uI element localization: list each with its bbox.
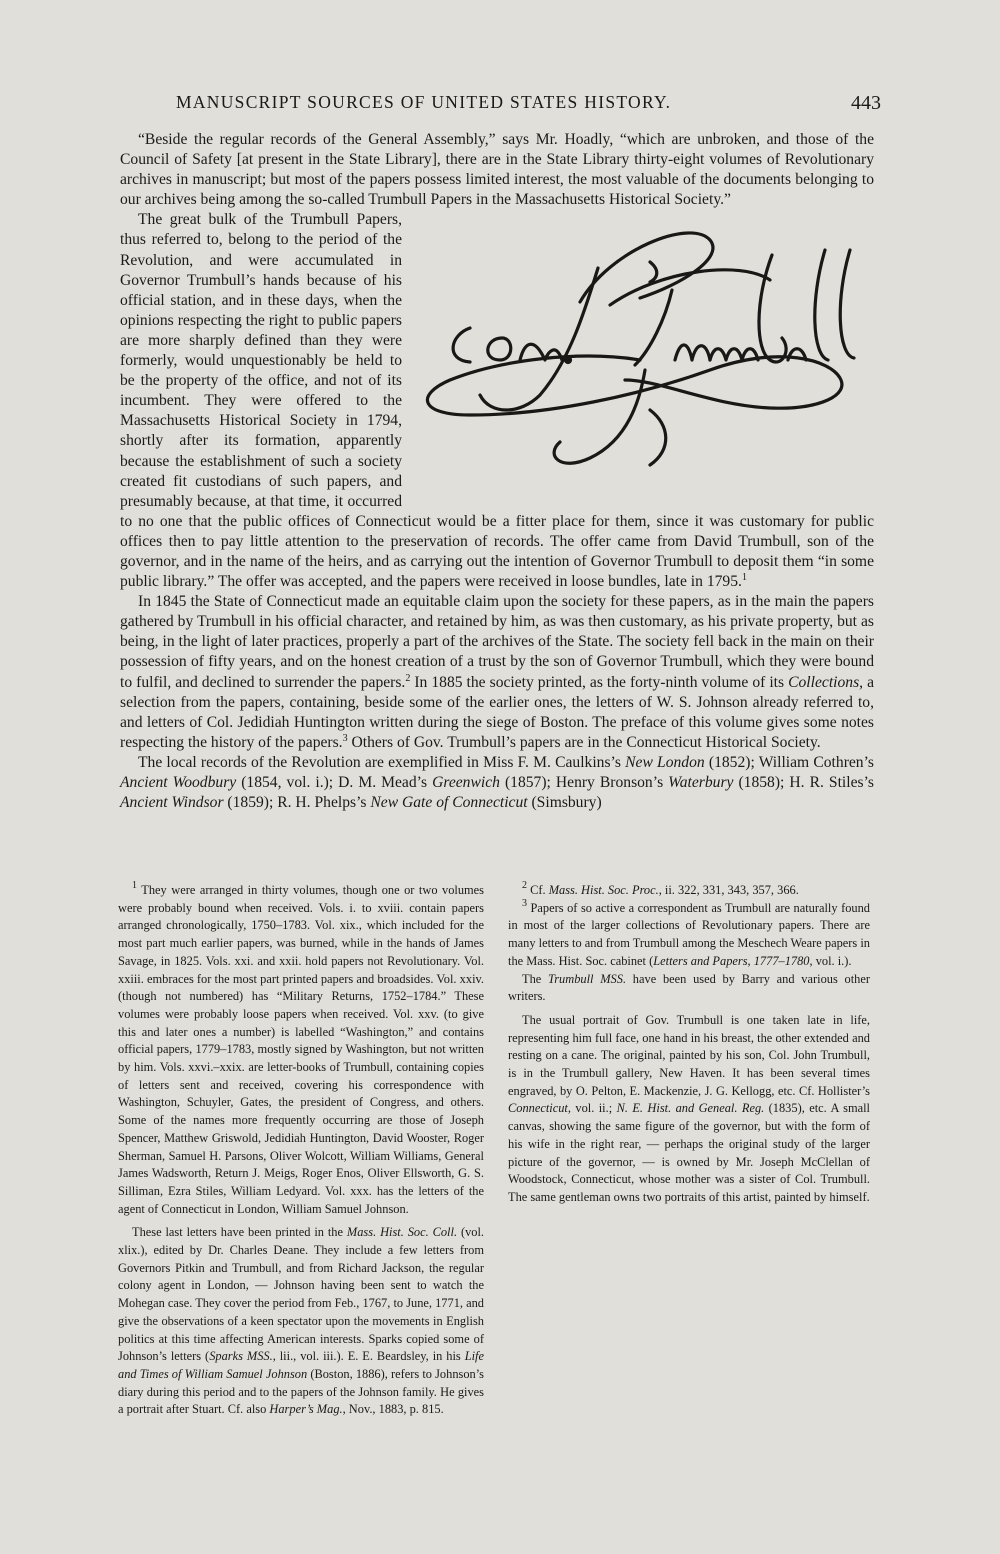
page-number: 443 [851, 92, 881, 114]
footnote-1-continued: These last letters have been printed in the Mass. Hist. Soc. Coll. (vol. xlix.), edited by Dr. Charles Deane. They include a few letters from Governors Pitkin and Trumbull, and from Richard Jackson, the regular colony agent in London, — Johnson having been sent to watch the Mohegan case. They cover the period from Feb., 1767, to June, 1771, and give the observations of a keen spectator upon the movements in English politics at this time affecting American interests. Sparks copied some of Johnson’s letters (Sparks MSS., lii., vol. iii.). E. E. Beardsley, in his Life and Times of William Samuel Johnson (Boston, 1886), refers to Johnson’s diary during this period and to the papers of the Johnson family. He gives a portrait after Stuart. Cf. also Harper’s Mag., Nov., 1883, p. 815. [118, 1225, 485, 1417]
signature-figure [410, 210, 880, 493]
footnotes-right-column [508, 882, 870, 1207]
footnote-3: $^3$ Papers of so active a correspondent as Trumbull are naturally found in most of the larger collections of Revolutionary papers. There are many letters to and from Trumbull among the Meschech Weare papers in the Mass. Hist. Soc. cabinet (Letters and Papers, 1777–1780, vol. i.). [508, 897, 870, 968]
paragraph-local-records: The local records of the Revolution are exemplified in Miss F. M. Caulkins’s New London (1852); William Cothren’s Ancient Woodbury (1854, vol. i.); D. M. Mead’s Greenwich (1857); Henry Bronson’s Waterbury (1858); H. R. Stiles’s Ancient Windsor (1859); R. H. Phelps’s New Gate of Connecticut (Simsbury) [120, 753, 875, 812]
footnote-3-trumbull-mss: The Trumbull MSS. have been used by Barry and various other writers. [508, 971, 870, 1004]
paragraph-claim-1845: In 1845 the State of Connecticut made an equitable claim upon the society for these papers, as in the main the papers gathered by Trumbull in his official character, and retained by him, as was then customary, as his private property, but as being, in the light of later practices, properly a part of the archives of the State. The society fell back in the main on their possession of fifty years, and on the honest creation of a trust by the son of Governor Trumbull, which they were bound to fulfil, and declined to surrender the papers.$^2$ In 1885 the society printed, as the forty-ninth volume of its Collections, a selection from the papers, containing, beside some of the earlier ones, the letters of W. S. Johnson already referred to, and letters of Col. Jedidiah Huntington written during the siege of Boston. The preface of this volume gives some notes respecting the history of the papers.$^3$ Others of Gov. Trumbull’s papers are in the Connecticut Historical Society. [120, 593, 874, 751]
footnote-2: $^2$ Cf. Mass. Hist. Soc. Proc., ii. 322, 331, 343, 357, 366. [522, 880, 799, 897]
footnote-ref-1: 1 [741, 572, 747, 584]
running-header [176, 92, 881, 118]
footnote-ref-3: 3 [342, 732, 348, 744]
paragraph-trumbull-papers: The great bulk of the Trumbull Papers, thus referred to, belong to the period of the Revolution, and were accumulated in Governor Trumbull’s hands because of his official station, and in these days, when the opinions respecting the right to public papers are more sharply defined than they were formerly, would unquestionably be held to be the property of the office, and not of its incumbent. They were offered to the Massachusetts Historical Society in 1794, shortly after its formation, apparently because the establishment of such a society created fit custodians of such papers, and presumably because, at that time, it occurred to no one that the public offices of Connecticut would be a fitter place for them, since it was customary for public offices then to pay little attention to the preservation of records. The offer came from David Trumbull, son of the governor, and in the name of the heirs, and as carrying out the intention of Governor Trumbull to deposit them “in some public library.” The offer was accepted, and the papers were received in loose bundles, late in 1795.$^1$ [120, 210, 874, 592]
footnote-1: $^1$ They were arranged in thirty volumes, though one or two volumes were probably bound when received. Vols. i. to xviii. contain papers arranged chronologically, 1750–1783. Vol. xix., which included for the most part much earlier papers, was burned, while in the hands of James Savage, in 1825. Vols. xxi. and xxii. hold papers not Revolutionary. Vol. xxiii. embraces for the most part printed papers and broadsides. Vol. xxiv. (though not numbered) has “Military Returns, 1752–1784.” These volumes were probably loose papers when received. Vol. xxv. (to give this and later ones a number) is labelled “Washington,” and contains official papers, 1779–1783, mostly signed by Washington, but not written by him. Vols. xxvi.–xxix. are letter-books of Trumbull, containing copies of letters sent and received, covering his correspondence with Washington, Schuyler, Gates, the president of Congress, and others. Some of the names more frequently occurring are those of Joseph Spencer, Matthew Griswold, Jedidiah Huntington, David Wooster, Roger Sherman, Samuel H. Parsons, Oliver Wolcott, William Williams, General James Wadsworth, Return J. Meigs, Roger Enos, Oliver Ellsworth, G. S. Silliman, Ezra Stiles, William Ledyard. Vol. xxx. has the letters of the agent of Connecticut in London, William Samuel Johnson. [118, 880, 485, 1216]
footnotes-left-column [118, 882, 484, 1419]
trumbull-signature-image [410, 210, 880, 493]
footnote-ref-2: 2 [405, 672, 411, 684]
running-title: MANUSCRIPT SOURCES OF UNITED STATES HISTORY. [176, 92, 672, 112]
paragraph-hoadly-quote: “Beside the regular records of the General Assembly,” says Mr. Hoadly, “which are unbroken, and those of the Council of Safety [at present in the State Library], there are in the State Library thirty-eight volumes of Revolutionary archives in manuscript; but most of the papers possess limited interest, the most valuable of the documents belonging to our archives being among the so-called Trumbull Papers in the Massachusetts Historical Society.” [120, 131, 874, 209]
footnote-3-portrait: The usual portrait of Gov. Trumbull is one taken late in life, representing him full face, one hand in his breast, the other extended and resting on a cane. The original, painted by his son, Col. John Trumbull, is in the Trumbull gallery, New Haven. It has been several times engraved, by O. Pelton, E. Mackenzie, J. G. Kellogg, etc. Cf. Hollister’s Connecticut, vol. ii.; N. E. Hist. and Geneal. Reg. (1835), etc. A small canvas, showing the same figure of the governor, but with the form of his wife in the right rear, — perhaps the original study of the larger picture of the governor, — is owned by Mr. Joseph McClellan of Woodstock, Connecticut, whose mother was a sister of Col. Trumbull. The same gentleman owns two portraits of this artist, painted by himself. [508, 1012, 870, 1204]
main-text [120, 130, 874, 813]
